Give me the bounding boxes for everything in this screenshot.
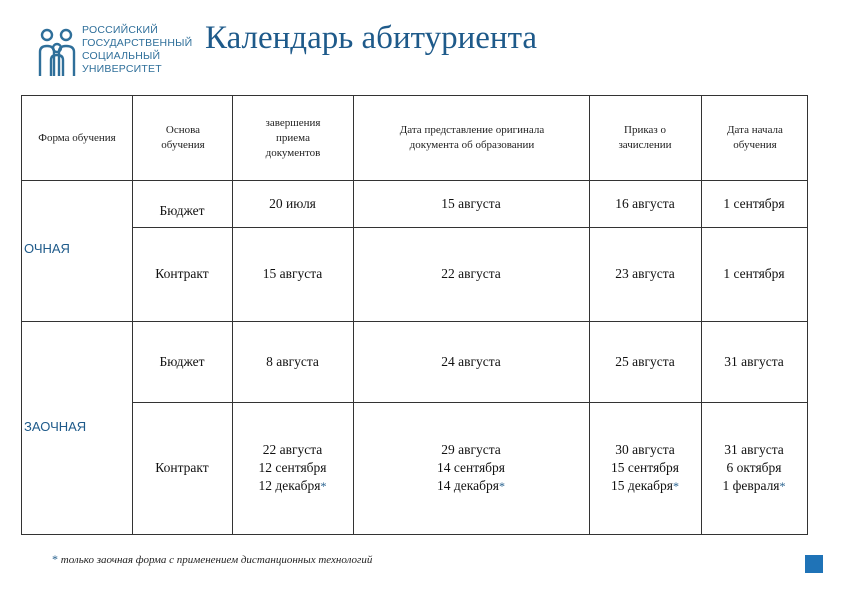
form-full-time-label: ОЧНАЯ xyxy=(24,241,70,256)
row3-original: 24 августа xyxy=(441,353,501,369)
header-order: Приказ о зачислении xyxy=(618,124,672,151)
row1-start: 1 сентября xyxy=(723,195,785,211)
footnote-marker: * xyxy=(672,479,679,493)
row4-order-line: 15 сентября xyxy=(610,460,679,475)
page-title: Календарь абитуриента xyxy=(205,20,538,56)
row4-deadline xyxy=(232,402,353,534)
row3-deadline: 8 августа xyxy=(266,353,319,369)
header-form: Форма обучения xyxy=(38,131,116,144)
row4-original-line: 14 сентября xyxy=(436,460,505,475)
logo-line: СОЦИАЛЬНЫЙ xyxy=(82,50,161,62)
row2-deadline: 15 августа xyxy=(262,266,323,281)
row1-basis: Бюджет xyxy=(159,203,205,218)
row1-deadline: 20 июля xyxy=(269,195,316,211)
row4-deadline-line: 22 августа xyxy=(262,442,323,457)
university-logo xyxy=(36,24,196,80)
row4-start-line: 31 августа xyxy=(724,442,784,457)
row4-original xyxy=(353,402,589,534)
row1-original: 15 августа xyxy=(441,195,501,211)
footnote-marker: * xyxy=(779,479,786,493)
row4-original-line: 14 декабря xyxy=(437,478,499,493)
header-basis: Основа обучения xyxy=(161,124,205,151)
admission-calendar-table xyxy=(21,95,808,535)
row2-basis: Контракт xyxy=(155,266,209,281)
row4-start-line: 1 февраля xyxy=(722,478,780,493)
row3-order: 25 августа xyxy=(615,353,675,369)
row3-start: 31 августа xyxy=(724,353,784,369)
row4-start-line: 6 октября xyxy=(726,460,782,475)
row3-basis: Бюджет xyxy=(159,353,205,369)
people-logo-icon xyxy=(36,26,78,78)
row4-basis: Контракт xyxy=(155,460,209,475)
footnote-marker: * xyxy=(498,479,505,493)
row4-start xyxy=(701,402,807,534)
row2-order: 23 августа xyxy=(615,266,675,281)
row2-original: 22 августа xyxy=(441,266,501,281)
row4-order-line: 30 августа xyxy=(615,442,675,457)
logo-line: РОССИЙСКИЙ xyxy=(82,24,158,36)
header-start: Дата начала обучения xyxy=(727,124,783,151)
header-deadline: завершения приема документов xyxy=(265,116,321,159)
row4-original-line: 29 августа xyxy=(441,442,501,457)
header-original: Дата представление оригинала документа об образовании xyxy=(399,124,545,151)
footnote xyxy=(52,552,372,567)
row1-order: 16 августа xyxy=(615,195,675,211)
footnote-text: только заочная форма с применением дистанционных технологий xyxy=(60,554,373,566)
row2-start: 1 сентября xyxy=(723,266,785,281)
logo-line: УНИВЕРСИТЕТ xyxy=(82,63,162,75)
form-part-time-label: ЗАОЧНАЯ xyxy=(24,419,87,434)
row4-deadline-line: 12 декабря xyxy=(258,478,321,493)
row4-order-line: 15 декабря xyxy=(611,478,673,493)
row4-order xyxy=(589,402,701,534)
footnote-marker: * xyxy=(52,552,58,566)
footnote-marker: * xyxy=(320,479,327,493)
logo-wordmark xyxy=(82,24,202,76)
logo-line: ГОСУДАРСТВЕННЫЙ xyxy=(82,37,193,49)
row4-deadline-line: 12 сентября xyxy=(258,460,327,475)
decorative-square xyxy=(805,555,823,573)
